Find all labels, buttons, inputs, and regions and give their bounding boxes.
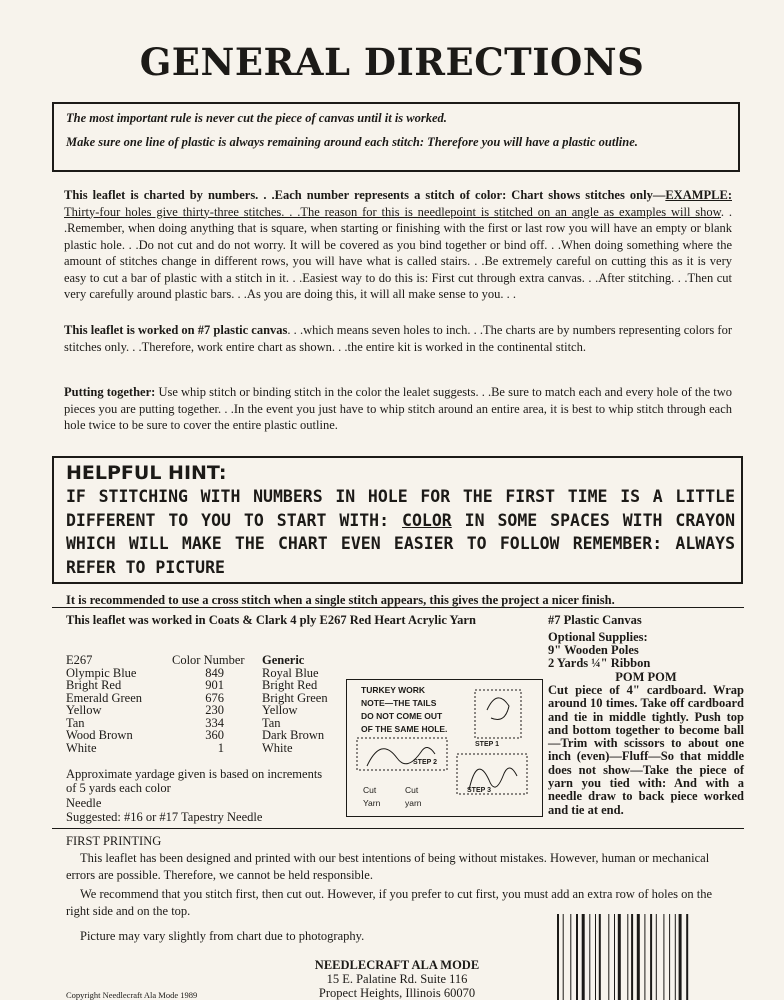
color-name: Olympic Blue <box>66 665 137 680</box>
color-generic: Bright Red <box>262 678 318 692</box>
hint-text-b: IN SOME SPACES WITH CRAYON WHICH WILL MAKE THE CHART EVEN EASIER TO FOLLOW REMEMBER: ALWAYS REFER TO PICTURE <box>66 510 736 577</box>
supplies-optional-title: Optional Supplies: <box>548 630 648 644</box>
color-number: 901 <box>205 678 224 692</box>
barcode-bar <box>576 914 578 1000</box>
color-generic: White <box>262 740 293 755</box>
header-color-number: Color Number <box>172 653 245 667</box>
step3-label: STEP 3 <box>467 787 491 794</box>
barcode-bar <box>637 914 640 1000</box>
cross-stitch-note: It is recommended to use a cross stitch when a single stitch appears, this gives the project a nicer finish. <box>66 593 615 607</box>
color-generic: Bright Green <box>262 690 328 705</box>
turkey-line-1: TURKEY WORK <box>361 685 426 695</box>
color-name: Yellow <box>66 703 102 717</box>
barcode-bar <box>679 914 682 1000</box>
helpful-hint-title: HELPFUL HINT: <box>66 462 227 484</box>
barcode-bar <box>650 914 652 1000</box>
barcode-bar <box>563 914 564 1000</box>
barcode-bar <box>608 914 609 1000</box>
barcode-bar <box>599 914 601 1000</box>
publisher-block <box>290 958 504 1000</box>
supplies-item-2: 2 Yards ¼" Ribbon <box>548 656 651 670</box>
first-printing-p1: This leaflet has been designed and printed with our best intentions of being without mistakes. However, human or mechanical errors are possible. Therefore, we cannot be held responsible. <box>66 851 710 882</box>
cut-yarn-label-1 <box>363 784 380 810</box>
turkey-work-diagram <box>346 679 543 817</box>
turkey-line-2: NOTE—THE TAILS <box>361 698 437 708</box>
table-row <box>66 729 328 742</box>
publisher-name: NEEDLECRAFT ALA MODE <box>314 958 480 972</box>
barcode-bar <box>669 914 670 1000</box>
supplies-item-1: 9" Wooden Poles <box>548 643 639 657</box>
color-number: 676 <box>205 690 224 705</box>
yarn-text-1: Yarn <box>363 798 381 808</box>
rule-line-2: Make sure one line of plastic is always remaining around each stitch: Therefore you will have a plastic outline. <box>66 135 638 149</box>
yarn-line: This leaflet was worked in Coats & Clark 4 ply E267 Red Heart Acrylic Yarn <box>66 613 476 627</box>
yardage-note: Approximate yardage given is based on increments of 5 yards each color <box>66 767 323 795</box>
hint-color-word: COLOR <box>402 510 452 530</box>
example-text: Thirty-four holes give thirty-three stitches. . .The reason for this is needlepoint is stitched on an angle as examples will show <box>64 204 721 219</box>
putting-together-rest: Use whip stitch or binding stitch in the color the lealet suggests. . .Be sure to match each and every hole of the two pieces you are putting together. . .In the event you just have to whip stitch around an entire area, it is best to whip stitch through each hole twice to be sure to cover the entire plastic outline. <box>64 385 733 432</box>
barcode <box>557 914 729 1000</box>
charting-lead: This leaflet is charted by numbers. . .Each number represents a stitch of color: Chart shows stitches only— <box>64 188 666 202</box>
barcode-bar <box>582 914 585 1000</box>
rule-line-1: The most important rule is never cut the piece of canvas until it is worked. <box>66 111 447 125</box>
putting-together-paragraph <box>64 384 732 434</box>
barcode-bar <box>686 914 688 1000</box>
barcode-bar <box>675 914 676 1000</box>
color-table-header <box>66 654 328 667</box>
color-generic: Royal Blue <box>262 665 319 680</box>
color-number: 230 <box>205 703 224 717</box>
example-label: EXAMPLE: <box>665 188 732 202</box>
needle-label: Needle <box>66 796 102 810</box>
divider-top <box>52 607 744 608</box>
color-generic: Yellow <box>262 703 298 717</box>
barcode-bar <box>595 914 596 1000</box>
copyright: Copyright Needlecraft Ala Mode 1989 <box>66 990 198 1000</box>
cut-text-1: Cut <box>363 785 377 795</box>
step2-label: STEP 2 <box>413 759 437 766</box>
first-printing-p2: We recommend that you stitch first, then cut out. However, if you prefer to cut first, you must add an extra row of holes on the right side and on the top. <box>66 887 713 918</box>
table-row <box>66 679 328 692</box>
barcode-bar <box>557 914 559 1000</box>
step1-label: STEP 1 <box>475 741 499 748</box>
barcode-bar <box>644 914 645 1000</box>
important-rules-box <box>52 102 740 172</box>
color-generic: Tan <box>262 715 281 730</box>
helpful-hint-box <box>52 456 743 584</box>
canvas-paragraph <box>64 322 732 355</box>
color-name: Emerald Green <box>66 690 143 705</box>
color-table <box>66 654 328 754</box>
step1-yarn <box>487 698 509 720</box>
cut-yarn-label-2 <box>405 784 422 810</box>
publisher-address-1: 15 E. Palatine Rd. Suite 116 <box>326 972 468 986</box>
color-number: 360 <box>205 728 224 742</box>
supplies-canvas: #7 Plastic Canvas <box>548 613 642 627</box>
barcode-bar <box>631 914 633 1000</box>
color-table-wrap <box>66 654 328 754</box>
color-name: Bright Red <box>66 678 122 692</box>
canvas-rest: . . .which means seven holes to inch. . .The charts are by numbers representing colors for stitches only. . .Therefore, work entire chart as shown. . .the entire kit is worked in the continental stitch. <box>64 323 733 354</box>
color-number: 849 <box>205 665 224 680</box>
turkey-line-4: OF THE SAME HOLE. <box>361 724 448 734</box>
barcode-bar <box>570 914 571 1000</box>
table-row <box>66 704 328 717</box>
color-number: 334 <box>205 715 224 730</box>
barcode-bar <box>656 914 657 1000</box>
color-number: 1 <box>217 740 224 755</box>
color-name: Tan <box>66 715 85 730</box>
charting-rest: . . .Remember, when doing anything that is square, when starting or finishing with the first or last row you will have an empty or blank plastic hole. . .Do not cut and do not worry. It will be covered as you bind together or bind off. . .When doing something where the amount of stitches change in different rows, you will have what is called stairs. . .Be extremely careful on cutting this as it is very easy to cut a bar of plastic with a stitch in it. . .Easiest way to do this is: First cut through extra canvas. . .After stitching. . .Then cut very carefully around plastic bars. . .As you are doing this, it will all make sense to you. . . <box>64 204 732 301</box>
putting-together-lead: Putting together: <box>64 385 156 399</box>
first-printing-title: FIRST PRINTING <box>66 834 162 848</box>
hint-text-a: IF STITCHING WITH NUMBERS IN HOLE FOR THE FIRST TIME IS A LITTLE DIFFERENT TO YOU TO START WITH: <box>66 487 735 530</box>
header-e267: E267 <box>66 653 93 667</box>
helpful-hint-body <box>66 485 735 579</box>
barcode-bar <box>618 914 621 1000</box>
charting-paragraph <box>64 187 732 303</box>
yarn-text-2: yarn <box>405 798 422 808</box>
header-generic: Generic <box>262 653 305 667</box>
barcode-bar <box>589 914 590 1000</box>
supplies-block <box>548 614 744 670</box>
barcode-bar <box>627 914 628 1000</box>
color-generic: Dark Brown <box>262 728 325 742</box>
divider-bottom <box>52 828 744 829</box>
needle-text: Suggested: #16 or #17 Tapestry Needle <box>66 810 263 824</box>
barcode-bar <box>614 914 615 1000</box>
color-name: White <box>66 740 97 755</box>
barcode-bar <box>663 914 664 1000</box>
color-name: Wood Brown <box>66 728 133 742</box>
table-row <box>66 742 328 755</box>
publisher-address-2: Propect Heights, Illinois 60070 <box>318 986 476 1000</box>
pompom-text: Cut piece of 4" cardboard. Wrap around 10 times. Take off cardboard and tie in middle tightly. Push top and bottom together to become ball—Trim with scissors to about one inch (even)—Fluff—So that middle does not show—Take the piece of yarn you tied with: And with a needle draw to back piece worked and tie at end. <box>548 683 744 817</box>
cut-text-2: Cut <box>405 785 419 795</box>
needle-block <box>66 796 336 824</box>
canvas-lead: This leaflet is worked on #7 plastic canvas <box>64 323 288 337</box>
step1-grid <box>475 690 521 738</box>
turkey-line-3: DO NOT COME OUT <box>361 711 443 721</box>
page-title: GENERAL DIRECTIONS <box>139 40 645 84</box>
pompom-title: POM POM <box>615 670 677 684</box>
first-printing-p3: Picture may vary slightly from chart due to photography. <box>80 929 365 943</box>
